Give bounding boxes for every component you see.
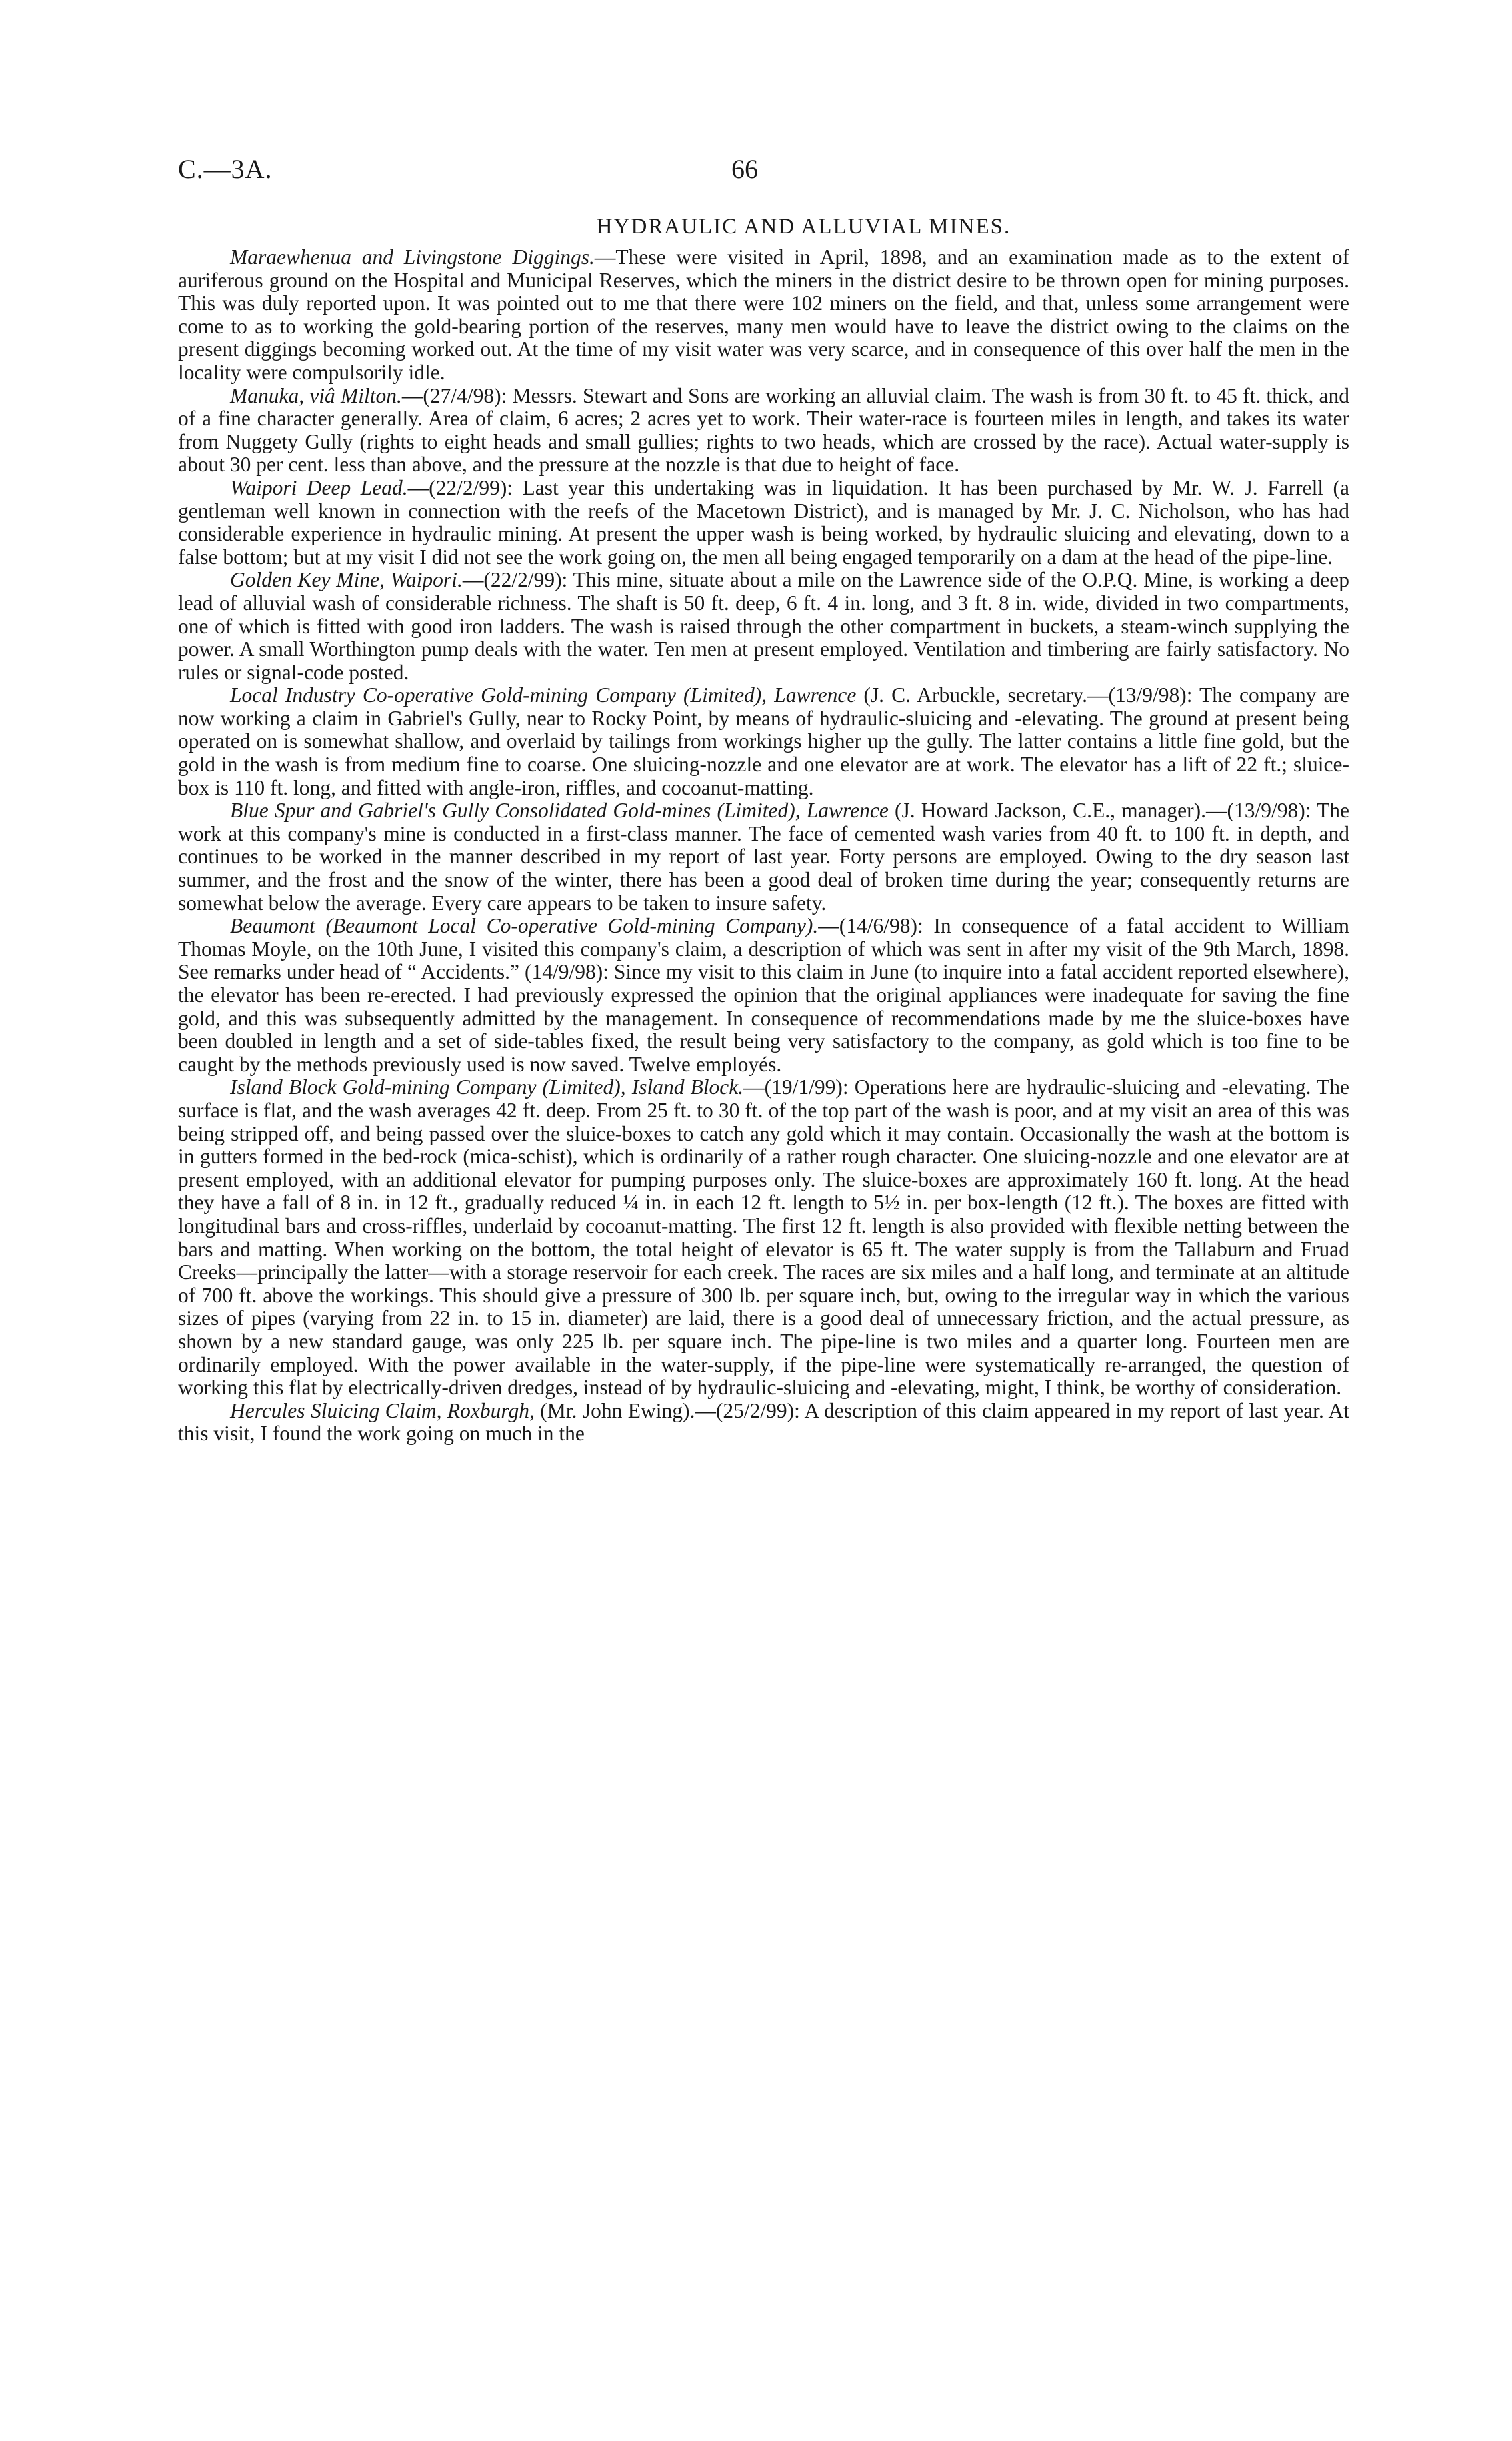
page-header bbox=[178, 153, 1349, 200]
paragraph-waipori-deep-lead bbox=[178, 477, 1349, 569]
paragraph-body: —(22/2/99): This mine, situate about a mile on the Lawrence side of the O.P.Q. Mine, is working a deep lead of alluvial wash of considerable richness. The shaft is 50 ft. deep, 6 ft. 4 in. long, and 3 ft. 8 in. wide, divided in two compartments, one of which is fitted with good iron ladders. The wash is raised through the other compartment in buckets, a steam-winch supplying the power. A small Worthington pump deals with the water. Ten men at present employed. Ventilation and timbering are fairly satisfactory. No rules or signal-code posted. bbox=[178, 568, 1350, 684]
paragraph-body: (J. Howard Jackson, C.E., manager).—(13/9/98): The work at this company's mine is conducted in a first-class manner. The face of cemented wash varies from 40 ft. to 100 ft. in depth, and continues to be worked in the manner described in my report of last year. Forty persons are employed. Owing to the dry season last summer, and the frost and the snow of the winter, there has been a good deal of broken time during the year; consequently returns are somewhat below the average. Every care appears to be taken to insure safety. bbox=[178, 799, 1349, 915]
paragraph-title: Blue Spur and Gabriel's Gully Consolidated Gold-mines (Limited), Lawrence bbox=[230, 799, 889, 823]
page-number: 66 bbox=[731, 154, 758, 184]
paragraph-title: Beaumont (Beaumont Local Co-operative Gold-mining Company). bbox=[230, 914, 819, 938]
paragraph-body: —(22/2/99): Last year this undertaking was in liquidation. It has been purchased by Mr. W. J. Farrell (a gentleman well known in connection with the reefs of the Macetown District), and is managed by Mr. J. C. Nicholson, who has had considerable experience in hydraulic mining. At present the upper wash is being worked, by hydraulic sluicing and elevating, down to a false bottom; but at my visit I did not see the work going on, the men all being engaged temporarily on a dam at the head of the pipe-line. bbox=[178, 475, 1349, 569]
paragraph-body: —(27/4/98): Messrs. Stewart and Sons are working an alluvial claim. The wash is from 30 ft. to 45 ft. thick, and of a fine character generally. Area of claim, 6 acres; 2 acres yet to work. Their water-race is fourteen miles in length, and takes its water from Nuggety Gully (rights to eight heads and small gullies; rights to two heads, which are crossed by the race). Actual water-supply is about 30 per cent. less than above, and the pressure at the nozzle is that due to height of face. bbox=[178, 383, 1349, 477]
paragraph-island-block bbox=[178, 1076, 1349, 1399]
paragraph-title: Waipori Deep Lead. bbox=[230, 475, 408, 499]
paragraph-maraewhenua bbox=[178, 246, 1349, 385]
document-reference: C.—3A. bbox=[178, 154, 273, 184]
paragraph-body: —(14/6/98): In consequence of a fatal accident to William Thomas Moyle, on the 10th June, I visited this company's claim, a description of which was sent in after my visit of the 9th March, 1898. See remarks under head of “ Accidents.” (14/9/98): Since my visit to this claim in June (to inquire into a fatal accident reported elsewhere), the elevator has been re-erected. I had previously expressed the opinion that the original appliances were inadequate for saving the fine gold, and this was subsequently admitted by the management. In consequence of recommendations made by me the sluice-boxes have been doubled in length and a set of side-tables fixed, the result being very satisfactory to the company, as gold which is too fine to be caught by the methods previously used is now saved. Twelve employés. bbox=[178, 914, 1349, 1076]
paragraph-title: Local Industry Co-operative Gold-mining Company (Limited), Lawrence bbox=[230, 683, 857, 707]
paragraph-title: Golden Key Mine, Waipori. bbox=[230, 568, 463, 592]
paragraph-title: Island Block Gold-mining Company (Limited), Island Block. bbox=[230, 1075, 744, 1099]
paragraph-body: —(19/1/99): Operations here are hydraulic-sluicing and -elevating. The surface is flat, and the wash averages 42 ft. deep. From 25 ft. to 30 ft. of the top part of the wash is poor, and at my visit an area of this was being stripped off, and being passed over the sluice-boxes to catch any gold which it may contain. Occasionally the wash at the bottom is in gutters formed in the bed-rock (mica-schist), which is ordinarily of a rather rough character. One sluicing-nozzle and one elevator are at present employed, with an additional elevator for pumping purposes only. The sluice-boxes are approximately 160 ft. long. At the head they have a fall of 8 in. in 12 ft., gradually reduced ¼ in. in each 12 ft. length to 5½ in. per box-length (12 ft.). The boxes are fitted with longitudinal bars and cross-riffles, underlaid by cocoanut-matting. The first 12 ft. length is also provided with flexible netting between the bars and matting. When working on the bottom, the total height of elevator is 65 ft. The water supply is from the Tallaburn and Fruad Creeks—principally the latter—with a storage reservoir for each creek. The races are six miles and a half long, and terminate at an altitude of 700 ft. above the workings. This should give a pressure of 300 lb. per square inch, but, owing to the irregular way in which the various sizes of pipes (varying from 22 in. to 15 in. diameter) are laid, there is a good deal of unnecessary friction, and the actual pressure, as shown by a new standard gauge, was only 225 lb. per square inch. The pipe-line is two miles and a quarter long. Fourteen men are ordinarily employed. With the power available in the water-supply, if the pipe-line were systematically re-arranged, the question of working this flat by electrically-driven dredges, instead of by hydraulic-sluicing and -elevating, might, I think, be worthy of consideration. bbox=[178, 1075, 1349, 1400]
paragraph-title: Manuka, viâ Milton. bbox=[230, 383, 402, 407]
paragraph-title: Hercules Sluicing Claim, Roxburgh, bbox=[230, 1398, 535, 1422]
paragraph-blue-spur bbox=[178, 799, 1349, 915]
paragraph-local-industry bbox=[178, 684, 1349, 799]
paragraph-beaumont bbox=[178, 915, 1349, 1076]
paragraph-manuka bbox=[178, 385, 1349, 477]
document-page bbox=[178, 153, 1349, 1446]
paragraph-title: Maraewhenua and Livingstone Diggings. bbox=[230, 245, 595, 269]
paragraph-body: (J. C. Arbuckle, secretary.—(13/9/98): The company are now working a claim in Gabriel's Gully, near to Rocky Point, by means of hydraulic-sluicing and -elevating. The ground at present being operated on is somewhat shallow, and overlaid by tailings from workings higher up the gully. The latter contains a little fine gold, but the gold in the wash is from medium fine to coarse. One sluicing-nozzle and one elevator are at work. The elevator has a lift of 22 ft.; sluice-box is 110 ft. long, and fitted with angle-iron, riffles, and cocoanut-matting. bbox=[178, 683, 1349, 799]
paragraph-golden-key-mine bbox=[178, 569, 1349, 684]
section-title: HYDRAULIC AND ALLUVIAL MINES. bbox=[596, 215, 1011, 239]
paragraph-body: —These were visited in April, 1898, and an examination made as to the extent of auriferous ground on the Hospital and Municipal Reserves, which the miners in the district desire to be thrown open for mining purposes. This was duly reported upon. It was pointed out to me that there were 102 miners on the field, and that, unless some arrangement were come to as to working the gold-bearing portion of the reserves, many men would have to leave the district owing to the claims on the present diggings becoming worked out. At the time of my visit water was very scarce, and in consequence of this over half the men in the locality were compulsorily idle. bbox=[178, 245, 1349, 384]
paragraph-hercules bbox=[178, 1400, 1349, 1446]
paragraph-body: (Mr. John Ewing).—(25/2/99): A description of this claim appeared in my report of last year. At this visit, I found the work going on much in the bbox=[178, 1398, 1349, 1446]
